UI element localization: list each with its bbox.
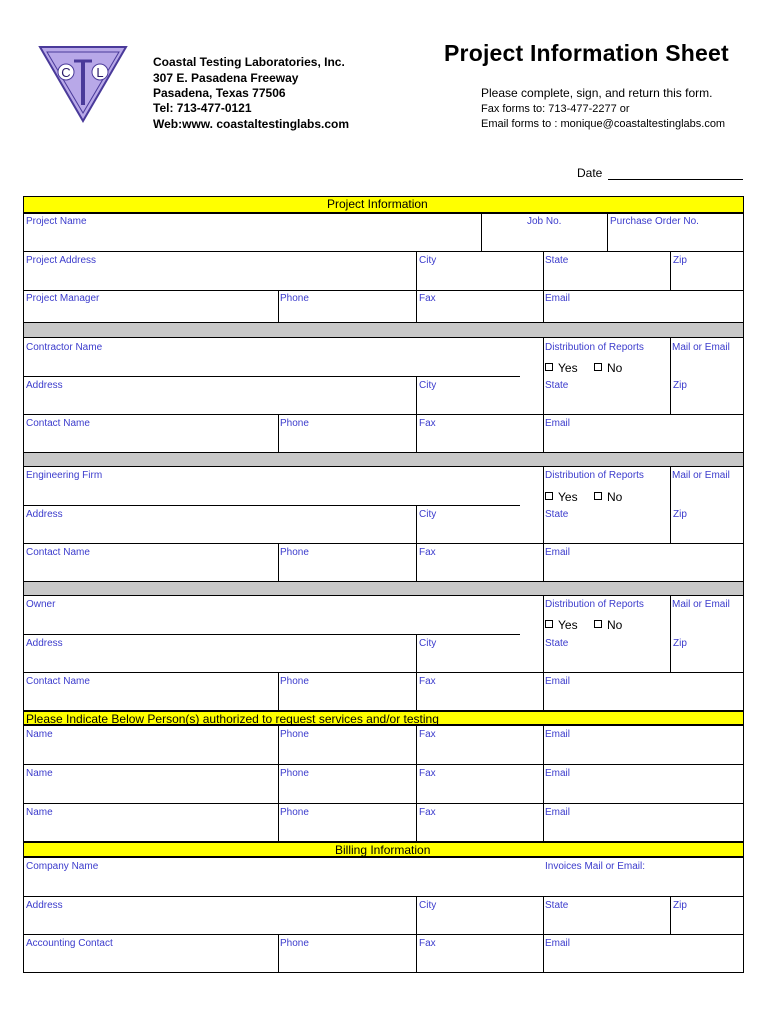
project-form <box>23 196 744 973</box>
instruction-text: Please complete, sign, and return this form. <box>481 86 713 100</box>
contractor-address-field[interactable]: Address <box>26 380 63 391</box>
engineering-city-field[interactable]: City <box>419 509 437 520</box>
billing-invoices-field[interactable]: Invoices Mail or Email: <box>545 861 646 872</box>
authorized-email-field-1[interactable]: Email <box>545 729 571 740</box>
owner-state-field[interactable]: State <box>545 638 569 649</box>
authorized-fax-field-1[interactable]: Fax <box>419 729 436 740</box>
authorized-email-field-2[interactable]: Email <box>545 768 571 779</box>
engineering-address-field[interactable]: Address <box>26 509 63 520</box>
logo-letter-l: L <box>96 65 104 80</box>
date-label: Date <box>577 166 603 180</box>
owner-address-field[interactable]: Address <box>26 638 63 649</box>
company-web: Web:www. coastaltestinglabs.com <box>153 117 350 131</box>
engineering-fax-field[interactable]: Fax <box>419 547 436 558</box>
company-name: Coastal Testing Laboratories, Inc. <box>153 55 345 69</box>
billing-zip-field[interactable]: Zip <box>673 900 687 911</box>
project-phone-field[interactable]: Phone <box>280 293 309 304</box>
authorized-phone-field-1[interactable]: Phone <box>280 729 309 740</box>
project-city-field[interactable]: City <box>419 255 437 266</box>
engineering-mail-email-field[interactable]: Mail or Email <box>672 470 730 481</box>
company-address-1: 307 E. Pasadena Freeway <box>153 71 299 85</box>
fax-forms-text: Fax forms to: 713-477-2277 or <box>481 103 630 115</box>
contractor-phone-field[interactable]: Phone <box>280 418 309 429</box>
section-divider <box>24 581 743 596</box>
engineering-email-field[interactable]: Email <box>545 547 571 558</box>
project-email-field[interactable]: Email <box>545 293 571 304</box>
project-name-field[interactable]: Project Name <box>26 216 87 227</box>
project-info-heading: Project Information <box>327 197 428 211</box>
billing-state-field[interactable]: State <box>545 900 569 911</box>
contractor-name-field[interactable]: Contractor Name <box>26 342 103 353</box>
owner-fax-field[interactable]: Fax <box>419 676 436 687</box>
company-logo <box>38 45 128 123</box>
authorized-name-field-1[interactable]: Name <box>26 729 53 740</box>
project-manager-field[interactable]: Project Manager <box>26 293 100 304</box>
engineering-yes-checkbox[interactable]: Yes <box>545 490 578 504</box>
logo-letter-c: C <box>61 65 71 80</box>
project-fax-field[interactable]: Fax <box>419 293 436 304</box>
contractor-dist-label: Distribution of Reports <box>545 342 644 353</box>
section-divider <box>24 452 743 467</box>
page-title: Project Information Sheet <box>444 40 729 66</box>
contractor-state-field[interactable]: State <box>545 380 569 391</box>
owner-city-field[interactable]: City <box>419 638 437 649</box>
owner-yes-checkbox[interactable]: Yes <box>545 618 578 632</box>
owner-contact-field[interactable]: Contact Name <box>26 676 90 687</box>
company-tel: Tel: 713-477-0121 <box>153 101 252 115</box>
owner-mail-email-field[interactable]: Mail or Email <box>672 599 730 610</box>
contractor-yes-checkbox[interactable]: Yes <box>545 361 578 375</box>
contractor-mail-email-field[interactable]: Mail or Email <box>672 342 730 353</box>
engineering-no-checkbox[interactable]: No <box>594 490 622 504</box>
engineering-firm-field[interactable]: Engineering Firm <box>26 470 103 481</box>
billing-address-field[interactable]: Address <box>26 900 63 911</box>
billing-phone-field[interactable]: Phone <box>280 938 309 949</box>
owner-dist-label: Distribution of Reports <box>545 599 644 610</box>
engineering-state-field[interactable]: State <box>545 509 569 520</box>
project-info-band <box>24 197 743 214</box>
email-forms-text: Email forms to : monique@coastaltestinglabs.com <box>481 118 726 130</box>
billing-company-field[interactable]: Company Name <box>26 861 99 872</box>
owner-no-checkbox[interactable]: No <box>594 618 622 632</box>
contractor-city-field[interactable]: City <box>419 380 437 391</box>
billing-heading: Billing Information <box>335 843 431 857</box>
authorized-name-field-2[interactable]: Name <box>26 768 53 779</box>
authorized-phone-field-2[interactable]: Phone <box>280 768 309 779</box>
job-no-field[interactable]: Job No. <box>527 216 562 227</box>
authorized-band <box>24 710 743 726</box>
owner-email-field[interactable]: Email <box>545 676 571 687</box>
contractor-email-field[interactable]: Email <box>545 418 571 429</box>
billing-email-field[interactable]: Email <box>545 938 571 949</box>
contractor-fax-field[interactable]: Fax <box>419 418 436 429</box>
authorized-heading: Please Indicate Below Person(s) authorized to request services and/or testing <box>26 712 439 726</box>
company-address-2: Pasadena, Texas 77506 <box>153 86 286 100</box>
owner-phone-field[interactable]: Phone <box>280 676 309 687</box>
project-state-field[interactable]: State <box>545 255 569 266</box>
billing-fax-field[interactable]: Fax <box>419 938 436 949</box>
contractor-zip-field[interactable]: Zip <box>673 380 687 391</box>
contractor-no-checkbox[interactable]: No <box>594 361 622 375</box>
authorized-fax-field-3[interactable]: Fax <box>419 807 436 818</box>
contractor-contact-field[interactable]: Contact Name <box>26 418 90 429</box>
authorized-phone-field-3[interactable]: Phone <box>280 807 309 818</box>
engineering-contact-field[interactable]: Contact Name <box>26 547 90 558</box>
project-address-field[interactable]: Project Address <box>26 255 97 266</box>
billing-contact-field[interactable]: Accounting Contact <box>26 938 113 949</box>
date-field[interactable] <box>608 179 743 180</box>
authorized-name-field-3[interactable]: Name <box>26 807 53 818</box>
project-zip-field[interactable]: Zip <box>673 255 687 266</box>
owner-field[interactable]: Owner <box>26 599 56 610</box>
authorized-email-field-3[interactable]: Email <box>545 807 571 818</box>
engineering-phone-field[interactable]: Phone <box>280 547 309 558</box>
billing-band <box>24 841 743 858</box>
engineering-zip-field[interactable]: Zip <box>673 509 687 520</box>
billing-city-field[interactable]: City <box>419 900 437 911</box>
owner-zip-field[interactable]: Zip <box>673 638 687 649</box>
po-no-field[interactable]: Purchase Order No. <box>610 216 699 227</box>
authorized-fax-field-2[interactable]: Fax <box>419 768 436 779</box>
section-divider <box>24 322 743 338</box>
engineering-dist-label: Distribution of Reports <box>545 470 644 481</box>
